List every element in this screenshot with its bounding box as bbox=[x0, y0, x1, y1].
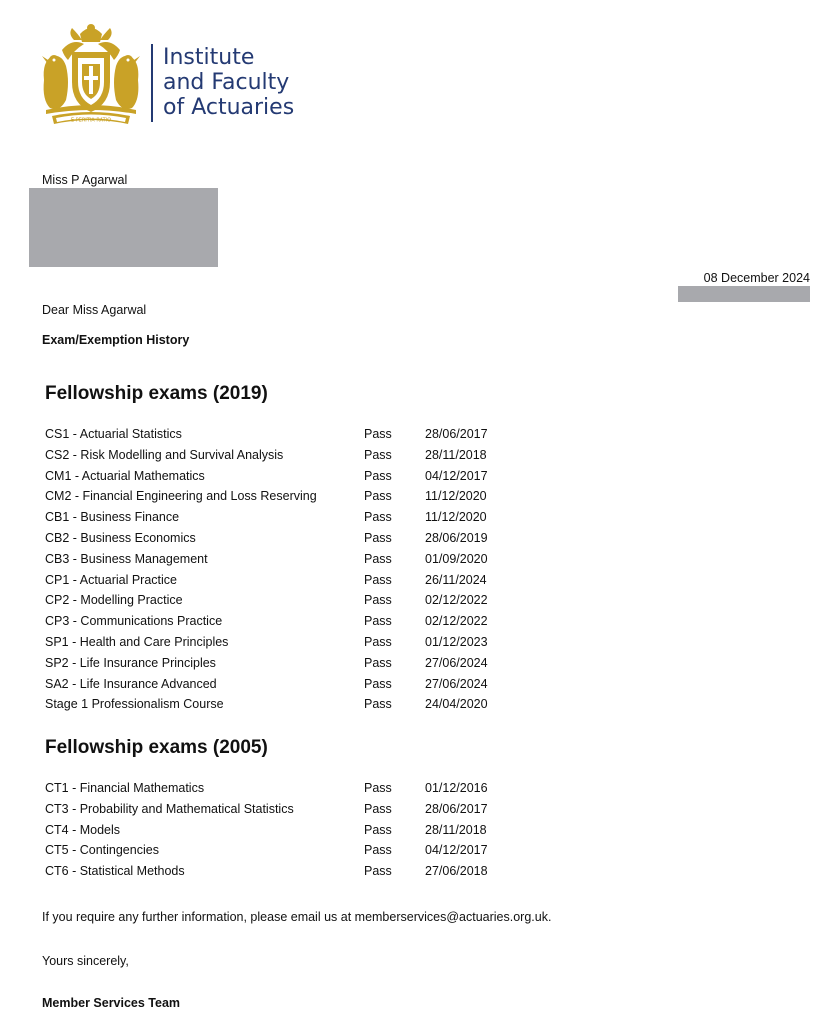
exam-table-2005 bbox=[45, 781, 515, 885]
exam-row bbox=[45, 573, 515, 594]
logo-line-3: of Actuaries bbox=[163, 95, 295, 120]
exam-row bbox=[45, 864, 515, 885]
exam-result: Pass bbox=[364, 676, 392, 691]
exam-date: 28/06/2019 bbox=[425, 530, 488, 545]
exam-row bbox=[45, 531, 515, 552]
exam-row bbox=[45, 635, 515, 656]
exam-result: Pass bbox=[364, 801, 392, 816]
exam-name: CP2 - Modelling Practice bbox=[45, 593, 183, 608]
exam-name: CP1 - Actuarial Practice bbox=[45, 572, 177, 587]
exam-name: Stage 1 Professionalism Course bbox=[45, 697, 224, 712]
exam-date: 04/12/2017 bbox=[425, 468, 488, 483]
logo-line-1: Institute bbox=[163, 45, 255, 70]
exam-date: 01/12/2023 bbox=[425, 634, 488, 649]
logo-line-2: and Faculty bbox=[163, 70, 290, 95]
exam-row bbox=[45, 614, 515, 635]
address-redaction bbox=[29, 188, 218, 267]
exam-name: CS1 - Actuarial Statistics bbox=[45, 427, 182, 441]
exam-name: CT6 - Statistical Methods bbox=[45, 864, 185, 879]
exam-result: Pass bbox=[364, 447, 392, 462]
exam-result: Pass bbox=[364, 572, 392, 587]
exam-result: Pass bbox=[364, 468, 392, 483]
exam-result: Pass bbox=[364, 551, 392, 566]
exam-date: 01/12/2016 bbox=[425, 781, 488, 795]
logo-divider bbox=[151, 44, 153, 122]
exam-row bbox=[45, 427, 515, 448]
exam-row bbox=[45, 656, 515, 677]
exam-result: Pass bbox=[364, 530, 392, 545]
exam-result: Pass bbox=[364, 489, 392, 504]
exam-name: CB1 - Business Finance bbox=[45, 510, 180, 525]
exam-row bbox=[45, 697, 515, 718]
exam-row bbox=[45, 593, 515, 614]
letter-subject: Exam/Exemption History bbox=[42, 333, 190, 347]
exam-date: 27/06/2024 bbox=[425, 655, 488, 670]
exam-name: CT3 - Probability and Mathematical Statistics bbox=[45, 801, 294, 816]
exam-name: CB2 - Business Economics bbox=[45, 530, 196, 545]
exam-row bbox=[45, 781, 515, 802]
exam-date: 28/06/2017 bbox=[425, 801, 488, 816]
exam-row bbox=[45, 552, 515, 573]
exam-result: Pass bbox=[364, 593, 392, 608]
exam-result: Pass bbox=[364, 614, 392, 629]
exam-date: 28/11/2018 bbox=[425, 447, 487, 462]
exam-row bbox=[45, 677, 515, 698]
exam-row bbox=[45, 448, 515, 469]
exam-result: Pass bbox=[364, 510, 392, 525]
exam-result: Pass bbox=[364, 634, 392, 649]
exam-row bbox=[45, 802, 515, 823]
section-title-2019: Fellowship exams (2019) bbox=[45, 383, 268, 404]
exam-result: Pass bbox=[364, 697, 392, 712]
exam-name: CM1 - Actuarial Mathematics bbox=[45, 468, 205, 483]
exam-date: 24/04/2020 bbox=[425, 697, 488, 712]
exam-row bbox=[45, 510, 515, 531]
exam-result: Pass bbox=[364, 655, 392, 670]
ifoa-crest-logo bbox=[38, 20, 144, 128]
reference-redaction bbox=[678, 286, 810, 302]
exam-result: Pass bbox=[364, 822, 392, 837]
exam-name: SP1 - Health and Care Principles bbox=[45, 634, 229, 649]
exam-row bbox=[45, 469, 515, 490]
exam-name: CM2 - Financial Engineering and Loss Reserving bbox=[45, 489, 317, 504]
exam-name: CS2 - Risk Modelling and Survival Analysis bbox=[45, 447, 284, 462]
exam-date: 28/11/2018 bbox=[425, 822, 487, 837]
exam-name: CB3 - Business Management bbox=[45, 551, 208, 566]
exam-date: 28/06/2017 bbox=[425, 427, 488, 441]
exam-date: 27/06/2018 bbox=[425, 864, 488, 879]
exam-date: 26/11/2024 bbox=[425, 572, 487, 587]
exam-result: Pass bbox=[364, 781, 392, 795]
exam-row bbox=[45, 489, 515, 510]
exam-result: Pass bbox=[364, 864, 392, 879]
exam-name: CT1 - Financial Mathematics bbox=[45, 781, 205, 795]
exam-name: CP3 - Communications Practice bbox=[45, 614, 223, 629]
info-line: If you require any further information, please email us at memberservices@actuaries.org.uk. bbox=[42, 910, 552, 924]
section-title-2005: Fellowship exams (2005) bbox=[45, 737, 268, 758]
exam-row bbox=[45, 843, 515, 864]
exam-date: 04/12/2017 bbox=[425, 843, 488, 858]
exam-date: 27/06/2024 bbox=[425, 676, 488, 691]
exam-date: 02/12/2022 bbox=[425, 593, 488, 608]
recipient-name: Miss P Agarwal bbox=[42, 173, 128, 187]
salutation: Dear Miss Agarwal bbox=[42, 303, 147, 317]
exam-name: SP2 - Life Insurance Principles bbox=[45, 655, 216, 670]
exam-row bbox=[45, 823, 515, 844]
exam-name: CT4 - Models bbox=[45, 822, 121, 837]
motto-text: E PERITIA RATIO bbox=[70, 117, 112, 124]
exam-result: Pass bbox=[364, 427, 392, 441]
letter-date: 08 December 2024 bbox=[703, 271, 810, 285]
exam-date: 01/09/2020 bbox=[425, 551, 488, 566]
exam-name: CT5 - Contingencies bbox=[45, 843, 159, 858]
exam-result: Pass bbox=[364, 843, 392, 858]
closing: Yours sincerely, bbox=[42, 954, 129, 968]
exam-date: 02/12/2022 bbox=[425, 614, 488, 629]
exam-table-2019 bbox=[45, 427, 515, 718]
exam-date: 11/12/2020 bbox=[425, 510, 487, 525]
signature: Member Services Team bbox=[42, 996, 181, 1010]
exam-date: 11/12/2020 bbox=[425, 489, 487, 504]
exam-name: SA2 - Life Insurance Advanced bbox=[45, 676, 217, 691]
logo-wordmark bbox=[163, 45, 294, 120]
